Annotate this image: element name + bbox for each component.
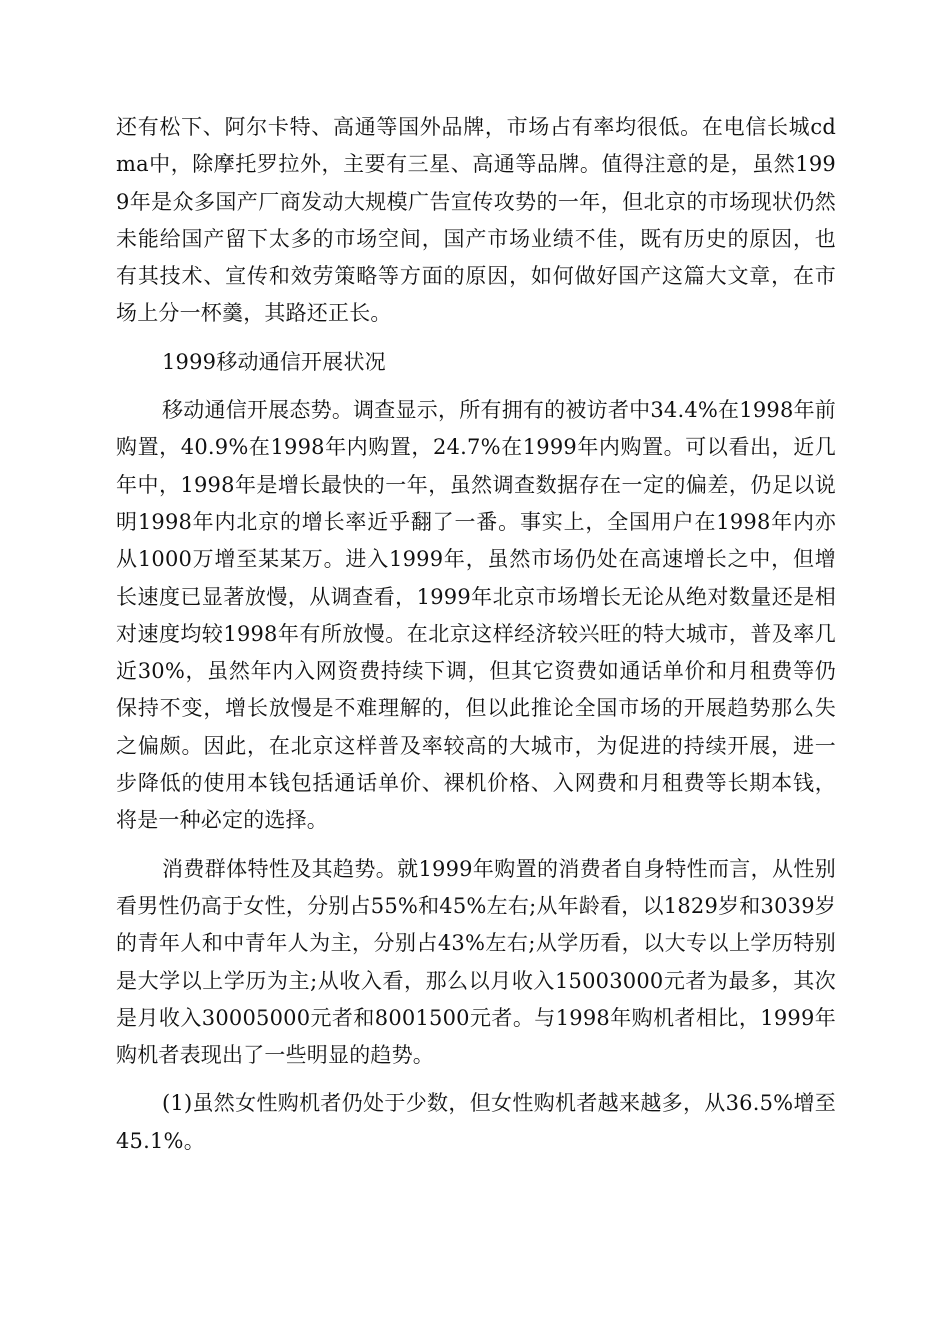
paragraph-consumer-traits: 消费群体特性及其趋势。就1999年购置的消费者自身特性而言，从性别看男性仍高于女性，分别占55%和45%左右;从年龄看，以1829岁和3039岁的青年人和中青年人为主，分别占43%左右;从学历看，以大专以上学历特别是大学以上学历为主;从收入看，那么以月收入15003000元者为最多，其次是月收入30005000元者和8001500元者。与1998年购机者相比，1999年购机者表现出了一些明显的趋势。 [116, 856, 836, 1068]
paragraph-development-trend: 移动通信开展态势。调查显示，所有拥有的被访者中34.4%在1998年前购置，40.9%在1998年内购置，24.7%在1999年内购置。可以看出，近几年中，1998年是增长最快的一年，虽然调查数据存在一定的偏差，仍足以说明1998年内北京的增长率近乎翻了一番。事实上，全国用户在1998年内亦从1000万增至某某万。进入1999年，虽然市场仍处在高速增长之中，但增长速度已显著放慢，从调查看，1999年北京市场增长无论从绝对数量还是相对速度均较1998年有所放慢。在北京这样经济较兴旺的特大城市，普及率几近30%，虽然年内入网资费持续下调，但其它资费如通话单价和月租费等仍保持不变，增长放慢是不难理解的，但以此推论全国市场的开展趋势那么失之偏颇。因此，在北京这样普及率较高的大城市，为促进的持续开展，进一步降低的使用本钱包括通话单价、裸机价格、入网费和月租费等长期本钱，将是一种必定的选择。 [116, 398, 836, 833]
document-page [116, 109, 836, 1171]
paragraph-foreign-brands: 还有松下、阿尔卡特、高通等国外品牌，市场占有率均很低。在电信长城cdma中，除摩托罗拉外，主要有三星、高通等品牌。值得注意的是，虽然1999年是众多国产厂商发动大规模广告宣传攻势的一年，但北京的市场现状仍然未能给国产留下太多的市场空间，国产市场业绩不佳，既有历史的原因，也有其技术、宣传和效劳策略等方面的原因，如何做好国产这篇大文章，在市场上分一杯羹，其路还正长。 [116, 115, 836, 326]
section-heading: 1999移动通信开展状况 [162, 349, 386, 374]
paragraph-female-buyers: (1)虽然女性购机者仍处于少数，但女性购机者越来越多，从36.5%增至45.1%。 [116, 1091, 836, 1153]
